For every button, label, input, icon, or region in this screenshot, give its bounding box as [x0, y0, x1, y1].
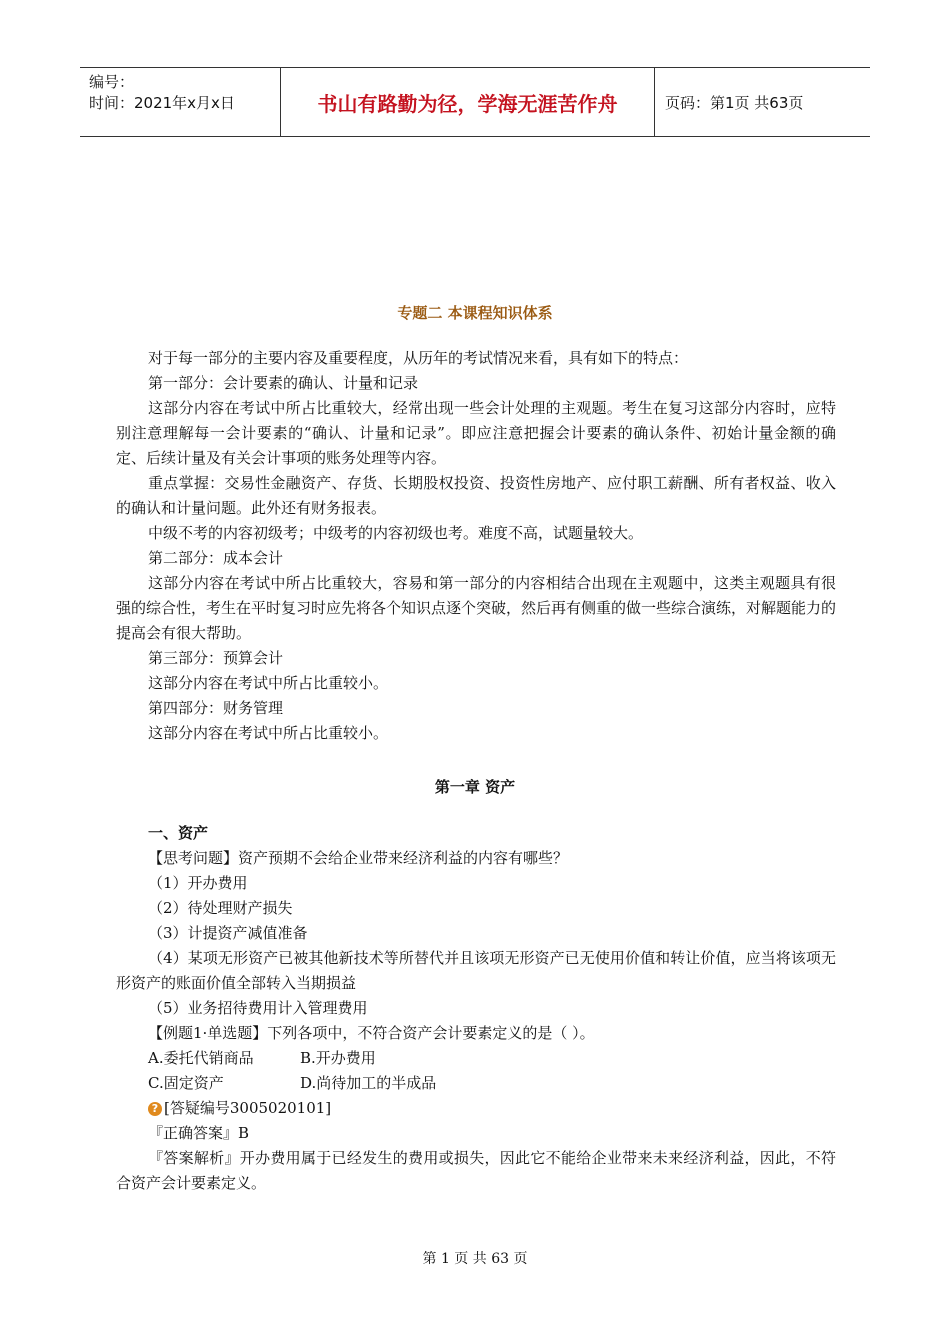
intro-paragraph: 这部分内容在考试中所占比重较小。 — [148, 674, 389, 692]
number-label: 编号： — [89, 73, 135, 91]
intro-paragraph: 对于每一部分的主要内容及重要程度，从历年的考试情况来看，具有如下的特点： — [148, 349, 689, 367]
intro-paragraph: 第二部分：成本会计 — [148, 549, 284, 567]
intro-paragraph: 中级不考的内容初级考；中级考的内容初级也考。难度不高，试题量较大。 — [148, 524, 644, 542]
chapter-body — [116, 821, 836, 1196]
options-row — [116, 1046, 836, 1071]
intro-paragraph: 这部分内容在考试中所占比重较大，经常出现一些会计处理的主观题。考生在复习这部分内容时，应特别注意理解每一会计要素的“确认、计量和记录”。即应注意把握会计要素的确认条件、初始计量金额的确定、后续计量及有关会计事项的账务处理等内容。 — [116, 399, 836, 467]
date-label: 时间：2021年x月x日 — [89, 94, 235, 112]
option-a: A.委托代销商品 — [148, 1049, 254, 1067]
intro-paragraph: 这部分内容在考试中所占比重较大，容易和第一部分的内容相结合出现在主观题中，这类主观题具有很强的综合性，考生在平时复习时应先将各个知识点逐个突破，然后再有侧重的做一些综合演练，对解题能力的提高会有很大帮助。 — [116, 574, 837, 642]
intro-paragraph: 第一部分：会计要素的确认、计量和记录 — [148, 374, 419, 392]
list-item: （1）开办费用 — [148, 874, 248, 892]
qa-number: [答疑编号3005020101] — [164, 1099, 332, 1117]
list-item: （3）计提资产减值准备 — [148, 924, 308, 942]
think-question: 【思考问题】资产预期不会给企业带来经济利益的内容有哪些？ — [148, 849, 569, 867]
list-item: （4）某项无形资产已被其他新技术等所替代并且该项无形资产已无使用价值和转让价值，应当将该项无形资产的账面价值全部转入当期损益 — [116, 949, 836, 992]
option-d: D.尚待加工的半成品 — [300, 1074, 437, 1092]
intro-body — [116, 346, 836, 746]
intro-paragraph: 第四部分：财务管理 — [148, 699, 284, 717]
list-item: （5）业务招待费用计入管理费用 — [148, 999, 368, 1017]
intro-paragraph: 这部分内容在考试中所占比重较小。 — [148, 724, 389, 742]
header-motto: 书山有路勤为径，学海无涯苦作舟 — [281, 68, 655, 136]
chapter-title: 第一章 资产 — [434, 778, 516, 796]
example-question: 【例题1·单选题】下列各项中，不符合资产会计要素定义的是（ ）。 — [148, 1024, 595, 1042]
option-b: B.开办费用 — [300, 1049, 376, 1067]
header-meta — [80, 68, 281, 136]
section-title: 专题二 本课程知识体系 — [397, 304, 553, 322]
options-row — [116, 1071, 836, 1096]
correct-answer: 『正确答案』B — [148, 1124, 250, 1142]
header-table — [80, 67, 870, 137]
question-circle-icon[interactable]: ? — [148, 1102, 162, 1116]
list-item: （2）待处理财产损失 — [148, 899, 293, 917]
intro-paragraph: 重点掌握：交易性金融资产、存货、长期股权投资、投资性房地产、应付职工薪酬、所有者权益、收入的确认和计量问题。此外还有财务报表。 — [116, 474, 836, 517]
page-footer: 第 1 页 共 63 页 — [422, 1251, 528, 1267]
qa-number-line — [116, 1096, 836, 1121]
intro-paragraph: 第三部分：预算会计 — [148, 649, 284, 667]
section-heading: 一、资产 — [148, 824, 209, 842]
option-c: C.固定资产 — [148, 1074, 224, 1092]
header-page-info: 页码：第1页 共63页 — [665, 93, 804, 112]
answer-analysis: 『答案解析』开办费用属于已经发生的费用或损失，因此它不能给企业带来未来经济利益，因此，不符合资产会计要素定义。 — [116, 1149, 836, 1192]
